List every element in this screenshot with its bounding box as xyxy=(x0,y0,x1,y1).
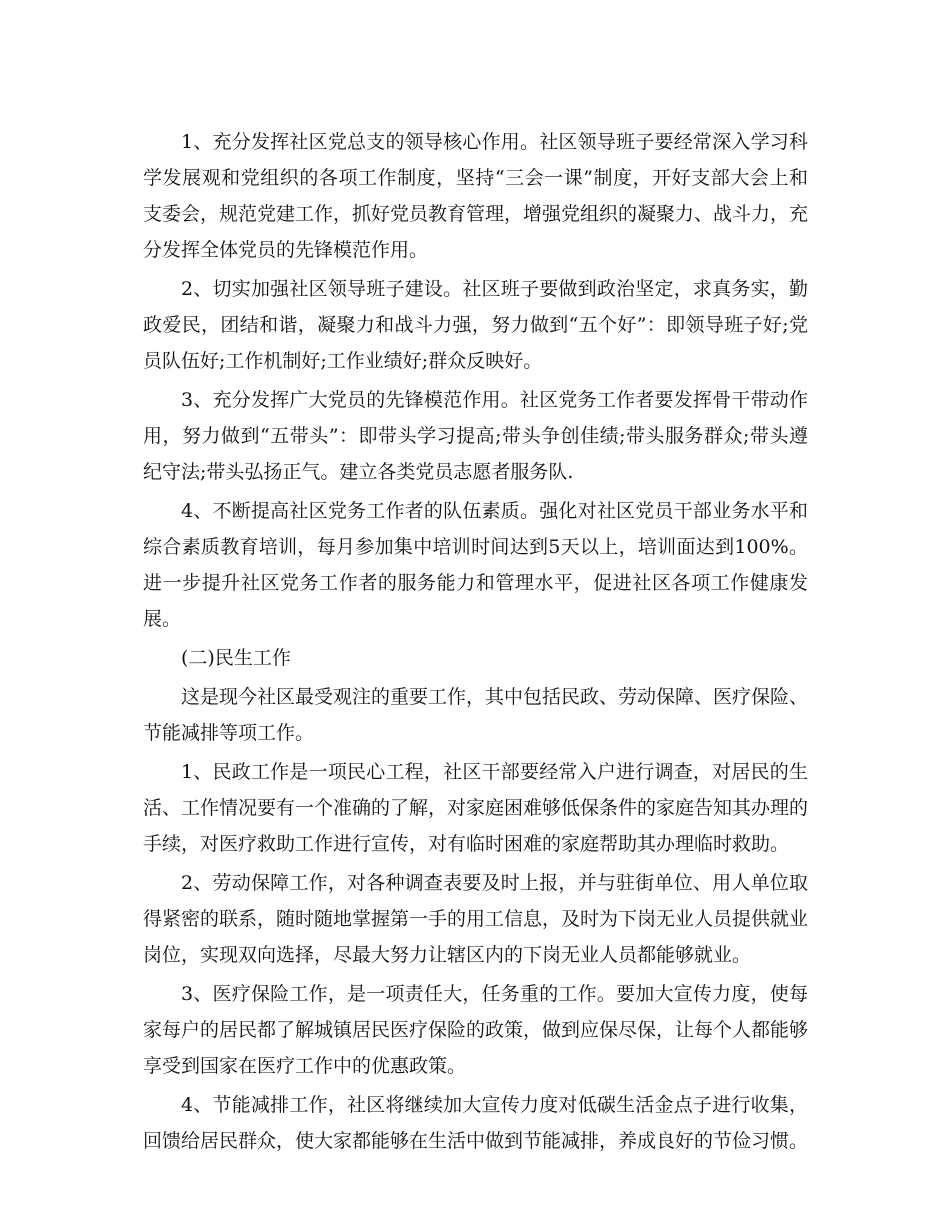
paragraph-civil-affairs: 1、民政工作是一项民心工程，社区干部要经常入户进行调查，对居民的生活、工作情况要有一个准确的了解，对家庭困难够低保条件的家庭告知其办理的手续，对医疗救助工作进行宣传，对有临时困难的家庭帮助其办理临时救助。 xyxy=(143,761,809,855)
paragraph-livelihood-intro: 这是现今社区最受观注的重要工作，其中包括民政、劳动保障、医疗保险、节能减排等项工作。 xyxy=(143,686,809,744)
document-body xyxy=(143,124,808,1159)
paragraph-party-members-role: 3、充分发挥广大党员的先锋模范作用。社区党务工作者要发挥骨干带动作用，努力做到“五带头”：即带头学习提高;带头争创佳绩;带头服务群众;带头遵纪守法;带头弘扬正气。建立各类党员志愿者服务队. xyxy=(143,389,808,483)
section-heading-livelihood: (二)民生工作 xyxy=(181,647,291,669)
paragraph-leadership-team: 2、切实加强社区领导班子建设。社区班子要做到政治坚定，求真务实，勤政爱民，团结和谐，凝聚力和战斗力强，努力做到“五个好”：即领导班子好;党员队伍好;工作机制好;工作业绩好;群众反映好。 xyxy=(143,278,808,372)
paragraph-staff-quality: 4、不断提高社区党务工作者的队伍素质。强化对社区党员干部业务水平和综合素质教育培训，每月参加集中培训时间达到5天以上，培训面达到100%。进一步提升社区党务工作者的服务能力和管理水平，促进社区各项工作健康发展。 xyxy=(143,500,808,630)
paragraph-labor-security: 2、劳动保障工作，对各种调查表要及时上报，并与驻街单位、用人单位取得紧密的联系，随时随地掌握第一手的用工信息，及时为下岗无业人员提供就业岗位，实现双向选择，尽最大努力让辖区内的下岗无业人员都能够就业。 xyxy=(143,872,809,966)
paragraph-medical-insurance: 3、医疗保险工作，是一项责任大，任务重的工作。要加大宣传力度，使每家每户的居民都了解城镇居民医疗保险的政策，做到应保尽保，让每个人都能够享受到国家在医疗工作中的优惠政策。 xyxy=(143,983,809,1077)
paragraph-party-core-role: 1、充分发挥社区党总支的领导核心作用。社区领导班子要经常深入学习科学发展观和党组织的各项工作制度，坚持“三会一课”制度，开好支部大会上和支委会，规范党建工作，抓好党员教育管理，增强党组织的凝聚力、战斗力，充分发挥全体党员的先锋模范作用。 xyxy=(143,131,809,261)
paragraph-energy-saving: 4、节能减排工作，社区将继续加大宣传力度对低碳生活金点子进行收集，回馈给居民群众，使大家都能够在生活中做到节能减排，养成良好的节俭习惯。 xyxy=(143,1094,809,1152)
